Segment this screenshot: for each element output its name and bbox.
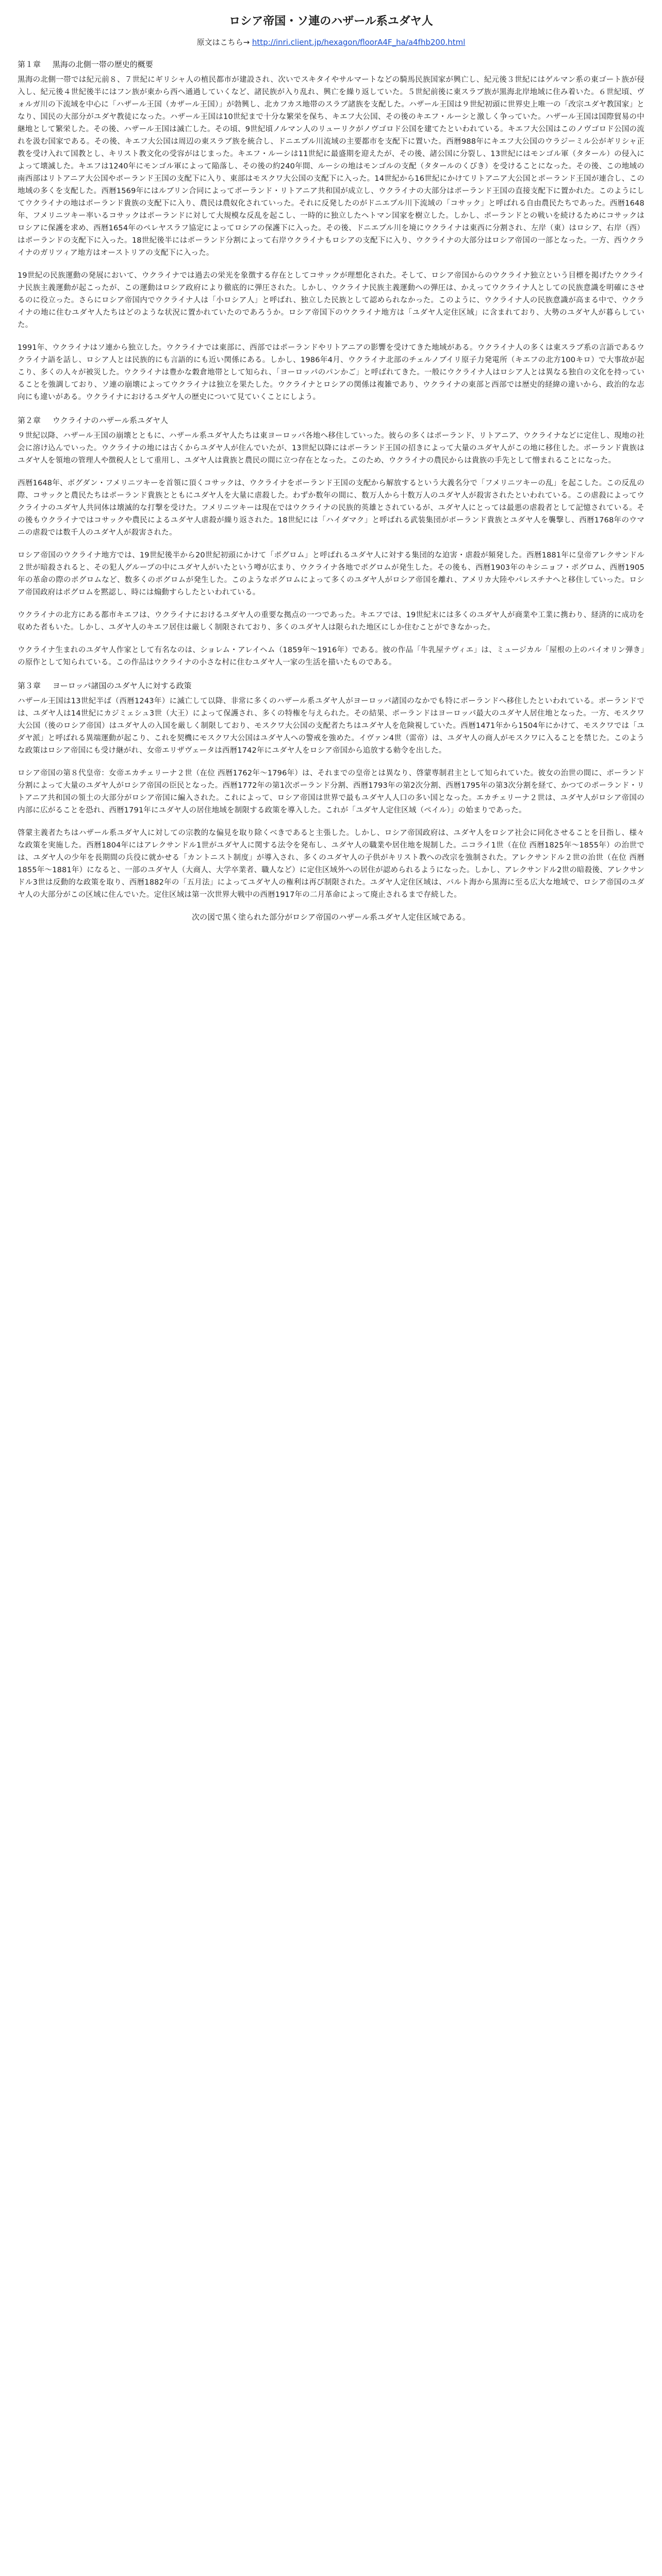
- paragraph: 西暦1648年、ボグダン・フメリニツキーを首領に頂くコサックは、ウクライナをポーランド王国の支配から解放するという大義名分で「フメリニツキーの乱」を起こした。この反乱の際、コサックと農民たちはポーランド貴族とともにユダヤ人を大量に虐殺した。わずか数年の間に、数万人から十数万人のユダヤ人が殺害されたといわれている。この虐殺によってウクライナのユダヤ人共同体は壊滅的な打撃を受けた。フメリニツキーは現在ではウクライナの民族的英雄とされているが、ユダヤ人にとっては最悪の虐殺者として記憶されている。その後もウクライナではコサックや農民によるユダヤ人虐殺が繰り返された。18世紀には「ハイダマク」と呼ばれる武装集団がポーランド貴族とユダヤ人を襲撃し、西暦1768年のウマニの虐殺では数千人のユダヤ人が殺害された。: [18, 479, 644, 537]
- paragraph: ウクライナの北方にある都市キエフは、ウクライナにおけるユダヤ人の重要な拠点の一つであった。キエフでは、19世紀末には多くのユダヤ人が商業や工業に携わり、経済的に成功を収めた者もいた。しかし、ユダヤ人のキエフ居住は厳しく制限されており、多くのユダヤ人は限られた地区にしか住むことができなかった。: [18, 611, 644, 632]
- source-label: 原文はこちら→: [196, 38, 250, 47]
- chapter-number: 第１章: [18, 60, 41, 69]
- chapter-2-heading: [18, 415, 644, 426]
- paragraph: ロシア帝国のウクライナ地方では、19世紀後半から20世紀初頭にかけて「ポグロム」と呼ばれるユダヤ人に対する集団的な迫害・虐殺が頻発した。西暦1881年に皇帝アレクサンドル２世が暗殺されると、その犯人グループの中にユダヤ人がいたという噂が広まり、ウクライナ各地でポグロムが発生した。その後も、西暦1903年のキシニョフ・ポグロム、西暦1905年の革命の際のポグロムなど、数多くのポグロムが発生した。このようなポグロムによって多くのユダヤ人がロシア帝国を離れ、アメリカ大陸やパレスチナへと移住していった。ロシア帝国政府はポグロムを黙認し、時には煽動すらしたといわれている。: [18, 551, 644, 597]
- paragraph: 啓蒙主義者たちはハザール系ユダヤ人に対しての宗教的な偏見を取り除くべきであると主張した。しかし、ロシア帝国政府は、ユダヤ人をロシア社会に同化させることを目指し、様々な政策を実施した。西暦1804年にはアレクサンドル1世がユダヤ人に関する法令を発布し、ユダヤ人の職業や居住地を規制した。ニコライ1世（在位 西暦1825年〜1855年）の治世では、ユダヤ人の少年を長期間の兵役に就かせる「カントニスト制度」が導入され、多くのユダヤ人の子供がキリスト教への改宗を強制された。アレクサンドル２世の治世（在位 西暦1855年〜1881年）になると、一部のユダヤ人（大商人、大学卒業者、職人など）に定住区域外への居住が認められるようになった。しかし、アレクサンドル2世の暗殺後、アレクサンドル3世は反動的な政策を取り、西暦1882年の「五月法」によってユダヤ人の権利は再び制限された。ユダヤ人定住区域は、バルト海から黒海に至る広大な地域で、ロシア帝国のユダヤ人の大部分がこの区域に住んでいた。定住区域は第一次世界大戦中の西暦1917年の二月革命によって廃止されるまで存続した。: [18, 829, 645, 899]
- paragraph: ロシア帝国の第８代皇帝：女帝エカチェリーナ２世（在位 西暦1762年〜1796年）は、それまでの皇帝とは異なり、啓蒙専制君主として知られていた。彼女の治世の間に、ポーランド分割によって大量のユダヤ人がロシア帝国の臣民となった。西暦1772年の第1次ポーランド分割、西暦1793年の第2次分割、西暦1795年の第3次分割を経て、かつてのポーランド・リトアニア共和国の領土の大部分がロシア帝国に編入された。これによって、ロシア帝国は世界で最もユダヤ人人口の多い国となった。エカチェリーナ２世は、ユダヤ人がロシア帝国の内部に広がることを恐れ、西暦1791年にユダヤ人の居住地域を制限する政策を導入した。これが「ユダヤ人定住区域（ペイル）」の始まりであった。: [18, 769, 644, 815]
- paragraph: 19世紀の民族運動の発展において、ウクライナでは過去の栄光を象徴する存在としてコサックが理想化された。そして、ロシア帝国からのウクライナ独立という目標を掲げたウクライナ民族主義運動が起こったが、この運動はロシア政府により徹底的に弾圧された。しかし、ウクライナ民族主義運動への弾圧は、かえってウクライナ人としての民族意識を明確にさせるのに役立った。さらにロシア帝国内でウクライナ人は「小ロシア人」と呼ばれ、独立した民族として認められなかった。このように、ウクライナ人の民族意識が高まる中で、ウクライナの地に住むユダヤ人たちはどのような状況に置かれていたのであろうか。ロシア帝国下のウクライナ地方は「ユダヤ人定住区域」に含まれており、大勢のユダヤ人が暮らしていた。: [18, 272, 644, 329]
- chapter-number: 第２章: [18, 416, 41, 425]
- source-link[interactable]: http://inri.client.jp/hexagon/floorA4F_ha/a4fhb200.html: [252, 38, 466, 47]
- page-title: ロシア帝国・ソ連のハザール系ユダヤ人: [229, 15, 433, 28]
- document-body: [0, 0, 662, 922]
- chapter-1-heading: [18, 59, 644, 70]
- chapter-number: 第３章: [18, 681, 41, 690]
- source-line: [18, 37, 644, 47]
- chapter-title: 黒海の北側一帯の歴史的概要: [52, 60, 153, 69]
- paragraph: ９世紀以降、ハザール王国の崩壊とともに、ハザール系ユダヤ人たちは東ヨーロッパ各地へ移住していった。彼らの多くはポーランド、リトアニア、ウクライナなどに定住し、現地の社会に溶け込んでいった。ウクライナの地には古くからユダヤ人が住んでいたが、13世紀以降にはポーランド王国の招きによって大量のユダヤ人がこの地に移住した。ポーランド貴族はユダヤ人を領地の管理人や徴税人として重用し、ユダヤ人は貴族と農民の間に立つ存在となった。このため、ウクライナの農民からは貴族の手先として憎まれることになった。: [18, 432, 644, 465]
- chapter-title: ウクライナのハザール系ユダヤ人: [52, 416, 169, 425]
- chapter-title: ヨーロッパ諸国のユダヤ人に対する政策: [52, 681, 192, 690]
- chapter-3-heading: [18, 680, 644, 691]
- map-caption: 次の図で黒く塗られた部分がロシア帝国のハザール系ユダヤ人定住区域である。: [192, 912, 470, 922]
- paragraph: ウクライナ生まれのユダヤ人作家として有名なのは、ショレム・アレイヘム（1859年〜1916年）である。彼の作品「牛乳屋テヴィエ」は、ミュージカル「屋根の上のバイオリン弾き」の原作として知られている。この作品はウクライナの小さな村に住むユダヤ人一家の生活を描いたものである。: [18, 646, 644, 667]
- paragraph: 黒海の北側一帯では紀元前８、７世紀にギリシャ人の植民都市が建設され、次いでスキタイやサルマートなどの騎馬民族国家が興亡し、紀元後３世紀にはゲルマン系の東ゴート族が侵入し、紀元後４世紀後半にはフン族が東から西へ通過していくなど、諸民族が入り乱れ、興亡を繰り返していた。５世紀前後に東スラブ族が黒海北岸地域に住み着いた。６世紀頃、ヴォルガ川の下流域を中心に「ハザール王国（カザール王国）」が勃興し、北カフカス地帯のスラブ諸族を支配した。ハザール王国は９世紀初頭に世界史上唯一の「改宗ユダヤ教国家」となり、国民の大部分がユダヤ教徒になった。ハザール王国は10世紀まで十分な繁栄を保ち、キエフ大公国、その後のキエフ・ルーシと激しく争っていた。ハザール王国は国際貿易の中継地として繁栄した。その後、ハザール王国は滅亡した。その頃、9世紀頃ノルマン人のリューリクがノヴゴロド公国を建てたといわれている。キエフ大公国はこのノヴゴロド公国の流れを汲む国家である。その後、キエフ大公国は周辺の東スラブ族を統合し、ドニエプル川流域の主要都市を支配下に置いた。西暦988年にキエフ大公国のウラジーミル公がギリシャ正教を受け入れて国教とし、キリスト教文化の受容がはじまった。キエフ・ルーシは11世紀に最盛期を迎えたが、その後、諸公国に分裂し、13世紀にはモンゴル軍（タタール）の侵入によって壊滅した。キエフは1240年にモンゴル軍によって陥落し、その後の約240年間、ルーシの地はモンゴルの支配（タタールのくびき）を受けることになった。その後、この地域の南西部はリトアニア大公国やポーランド王国の支配下に入り、東部はモスクワ大公国の支配下に入った。14世紀から16世紀にかけてリトアニア大公国とポーランド王国が連合し、この地域の多くを支配した。西暦1569年にはルブリン合同によってポーランド・リトアニア共和国が成立し、ウクライナの大部分はポーランド王国の直接支配下に置かれた。このようにしてウクライナの地はポーランド貴族の支配下に入り、農民は農奴化されていった。それに反発したのがドニエプル川下流域の「コサック」と呼ばれる自由農民たちであった。西暦1648年、フメリニツキー率いるコサックはポーランドに対して大規模な反乱を起こし、一時的に独立したヘトマン国家を樹立した。しかし、ポーランドとの戦いを続けるためにコサックはロシアに保護を求め、西暦1654年のペレヤスラフ協定によってロシアの保護下に入った。その後、ドニエプル川を境にウクライナは東西に分割され、左岸（東）はロシア、右岸（西）はポーランドの支配下に入った。18世紀後半にはポーランド分割によって右岸ウクライナもロシアの支配下に入り、ウクライナの大部分はロシア帝国の一部となった。一方、西ウクライナのガリツィア地方はオーストリアの支配下に入った。: [18, 76, 644, 257]
- paragraph: 1991年、ウクライナはソ連から独立した。ウクライナでは東部に、西部ではポーランドやリトアニアの影響を受けてきた地域がある。ウクライナ人の多くは東スラブ系の言語であるウクライナ語を話し、ロシア人とは民族的にも言語的にも近い関係にある。しかし、1986年4月、ウクライナ北部のチェルノブイリ原子力発電所（キエフの北方100キロ）で大事故が起こり、多くの人々が被災した。ウクライナは豊かな穀倉地帯として知られ、「ヨーロッパのパンかご」と呼ばれてきた。一般にウクライナ人はロシア人とは異なる独自の文化を持っていることを強調しており、ソ連の崩壊によってウクライナは独立を果たした。ウクライナとロシアの関係は複雑であり、ウクライナの東部と西部では歴史的経緯の違いから、政治的な志向にも違いがある。ウクライナにおけるユダヤ人の歴史について見ていくことにしよう。: [18, 344, 644, 401]
- paragraph: ハザール王国は13世紀半ば（西暦1243年）に滅亡して以降、非常に多くのハザール系ユダヤ人がヨーロッパ諸国のなかでも特にポーランドへ移住したといわれている。ポーランドでは、ユダヤ人は14世紀にカジミェシュ3世（大王）によって保護され、多くの特権を与えられた。その結果、ポーランドはヨーロッパ最大のユダヤ人居住地となった。一方、モスクワ大公国（後のロシア帝国）はユダヤ人の入国を厳しく制限しており、モスクワ大公国の支配者たちはユダヤ人を危険視していた。西暦1471年から1504年にかけて、モスクワでは「ユダヤ派」と呼ばれる異端運動が起こり、これを契機にモスクワ大公国はユダヤ人への警戒を強めた。イヴァン4世（雷帝）は、ユダヤ人の商人がモスクワに入ることを禁じた。このような政策はロシア帝国にも受け継がれ、女帝エリザヴェータは西暦1742年にユダヤ人をロシア帝国から追放する勅令を出した。: [18, 697, 644, 755]
